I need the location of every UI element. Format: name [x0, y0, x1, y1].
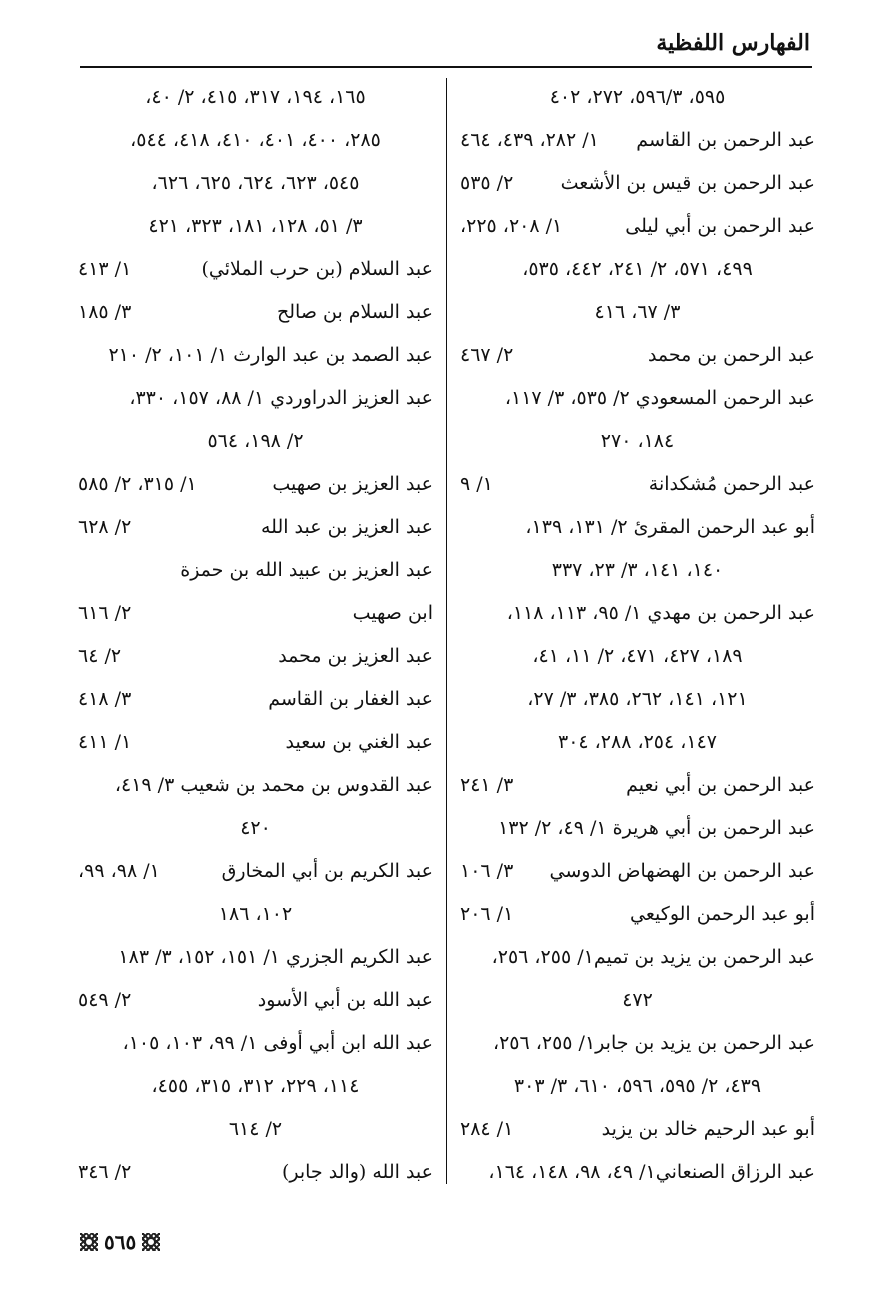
index-entry [78, 506, 433, 549]
entry-continuation: ٥٤٥، ٦٢٣، ٦٢٤، ٦٢٥، ٦٢٦، [151, 172, 360, 194]
entry-references: ١/ ٢٨٢، ٤٣٩، ٤٦٤ [460, 129, 599, 151]
index-entry [78, 850, 433, 893]
entry-continuation: ٣/ ٥١، ١٢٨، ١٨١، ٣٢٣، ٤٢١ [148, 215, 363, 237]
index-entry [78, 291, 433, 334]
running-header-title: الفهارس اللفظية [656, 30, 810, 56]
header-rule [80, 66, 812, 68]
index-entry: أبو عبد الرحمن المقرئ ٢/ ١٣١، ١٣٩، [525, 516, 815, 538]
ornament-icon [142, 1233, 160, 1251]
entry-references: ١/ ٣١٥، ٢/ ٥٨٥ [78, 473, 197, 495]
entry-continuation: ٤٢٠ [240, 817, 271, 839]
index-entry: عبد الله ابن أبي أوفى ١/ ٩٩، ١٠٣، ١٠٥، [122, 1032, 433, 1054]
entry-references: ٢/ ٣٤٦ [78, 1161, 132, 1183]
entry-references: ٢/ ٥٤٩ [78, 989, 132, 1011]
entry-name: أبو عبد الرحيم خالد بن يزيد [601, 1118, 815, 1140]
index-entry: عبد الصمد بن عبد الوارث ١/ ١٠١، ٢/ ٢١٠ [108, 344, 433, 366]
index-entry [460, 334, 815, 377]
entry-name: عبد الغفار بن القاسم [268, 688, 433, 710]
page-number: ٥٦٥ [104, 1230, 137, 1254]
entry-name: عبد العزيز بن عبد الله [260, 516, 433, 538]
entry-references: ٣/ ٢٤١ [460, 774, 514, 796]
entry-name: عبد الله بن أبي الأسود [257, 989, 433, 1011]
index-entry: عبد الرحمن بن أبي هريرة ١/ ٤٩، ٢/ ١٣٢ [498, 817, 815, 839]
index-column-right [460, 76, 815, 1194]
index-entry: عبد القدوس بن محمد بن شعيب ٣/ ٤١٩، [114, 774, 433, 796]
index-entry [460, 850, 815, 893]
entry-name: عبد الرحمن بن أبي ليلى [625, 215, 815, 237]
entry-name: عبد الرحمن مُشكدانة [648, 473, 815, 495]
entry-name: عبد السلام (بن حرب الملائي) [201, 258, 433, 280]
index-entry [460, 1108, 815, 1151]
index-entry [78, 1151, 433, 1194]
entry-continuation: ٥٩٥، ٥٩٦/٣، ٢٧٢، ٤٠٢ [549, 86, 726, 108]
entry-name: عبد الغني بن سعيد [285, 731, 433, 753]
entry-name: عبد الرحمن بن القاسم [636, 129, 815, 151]
index-entry: عبد الكريم الجزري ١/ ١٥١، ١٥٢، ٣/ ١٨٣ [118, 946, 433, 968]
index-entry [78, 721, 433, 764]
entry-references: ١/ ٢٠٨، ٢٢٥، [460, 215, 563, 237]
entry-continuation: ١١٤، ٢٢٩، ٣١٢، ٣١٥، ٤٥٥، [151, 1075, 360, 1097]
index-entry [460, 119, 815, 162]
entry-references: ٢/ ٦٤ [78, 645, 122, 667]
index-entry [78, 463, 433, 506]
entry-references: ١/ ٢٨٤ [460, 1118, 514, 1140]
entry-name: عبد الرحمن بن قيس بن الأشعث [560, 172, 815, 194]
entry-name: عبد الرحمن بن أبي نعيم [626, 774, 815, 796]
index-entry [460, 764, 815, 807]
index-entry: عبد الرحمن بن يزيد بن جابر١/ ٢٥٥، ٢٥٦، [492, 1032, 815, 1054]
index-entry [78, 248, 433, 291]
entry-continuation: ٤٣٩، ٢/ ٥٩٥، ٥٩٦، ٦١٠، ٣/ ٣٠٣ [513, 1075, 762, 1097]
entry-references: ١/ ٩ [460, 473, 493, 495]
entry-continuation: ٢٨٥، ٤٠٠، ٤٠١، ٤١٠، ٤١٨، ٥٤٤، [130, 129, 381, 151]
page-folio [80, 1228, 160, 1256]
entry-continuation: ٣/ ٦٧، ٤١٦ [594, 301, 681, 323]
index-entry [460, 893, 815, 936]
index-entry [460, 162, 815, 205]
ornament-icon [80, 1233, 98, 1251]
entry-continuation: ٢/ ١٩٨، ٥٦٤ [207, 430, 304, 452]
entry-continuation: ١٢١، ١٤١، ٢٦٢، ٣٨٥، ٣/ ٢٧، [527, 688, 748, 710]
entry-continuation: ١٦٥، ١٩٤، ٣١٧، ٤١٥، ٢/ ٤٠، [145, 86, 366, 108]
entry-name: عبد العزيز بن صهيب [272, 473, 433, 495]
entry-references: ٣/ ٤١٨ [78, 688, 132, 710]
entry-references: ١/ ٩٨، ٩٩، [78, 860, 160, 882]
entry-name: عبد الرحمن بن محمد [647, 344, 815, 366]
entry-continuation: ١٤٠، ١٤١، ٣/ ٢٣، ٣٣٧ [551, 559, 724, 581]
entry-references: ٣/ ١٠٦ [460, 860, 514, 882]
entry-name: ابن صهيب [352, 602, 433, 624]
entry-references: ٢/ ٥٣٥ [460, 172, 514, 194]
entry-references: ٢/ ٦٢٨ [78, 516, 132, 538]
index-entry [460, 463, 815, 506]
column-divider [446, 78, 447, 1184]
entry-references: ٢/ ٤٦٧ [460, 344, 514, 366]
entry-name: عبد السلام بن صالح [276, 301, 433, 323]
entry-references: ٣/ ١٨٥ [78, 301, 132, 323]
entry-name: عبد الرحمن بن الهضهاض الدوسي [549, 860, 815, 882]
entry-name: عبد الكريم بن أبي المخارق [221, 860, 433, 882]
entry-name: أبو عبد الرحمن الوكيعي [630, 903, 815, 925]
index-entry [78, 979, 433, 1022]
index-entry [460, 205, 815, 248]
entry-references: ١/ ٢٠٦ [460, 903, 514, 925]
index-entry: عبد العزيز بن عبيد الله بن حمزة [180, 559, 433, 581]
entry-continuation: ١٤٧، ٢٥٤، ٢٨٨، ٣٠٤ [557, 731, 717, 753]
index-entry [78, 592, 433, 635]
entry-continuation: ٢/ ٦١٤ [228, 1118, 283, 1140]
entry-continuation: ٤٧٢ [622, 989, 653, 1011]
index-entry [78, 678, 433, 721]
index-entry: عبد الرحمن المسعودي ٢/ ٥٣٥، ٣/ ١١٧، [504, 387, 815, 409]
entry-name: عبد العزيز بن محمد [278, 645, 433, 667]
entry-name: عبد الله (والد جابر) [281, 1161, 433, 1183]
index-entry: عبد الرزاق الصنعاني١/ ٤٩، ٩٨، ١٤٨، ١٦٤، [488, 1161, 815, 1183]
index-entry [78, 635, 433, 678]
entry-continuation: ١٨٩، ٤٢٧، ٤٧١، ٢/ ١١، ٤١، [532, 645, 743, 667]
entry-references: ٢/ ٦١٦ [78, 602, 132, 624]
entry-continuation: ١٠٢، ١٨٦ [218, 903, 293, 925]
index-entry: عبد الرحمن بن يزيد بن تميم١/ ٢٥٥، ٢٥٦، [491, 946, 815, 968]
index-entry: عبد العزيز الدراوردي ١/ ٨٨، ١٥٧، ٣٣٠، [129, 387, 433, 409]
index-entry: عبد الرحمن بن مهدي ١/ ٩٥، ١١٣، ١١٨، [506, 602, 815, 624]
entry-continuation: ٤٩٩، ٥٧١، ٢/ ٢٤١، ٤٤٢، ٥٣٥، [522, 258, 753, 280]
index-column-left [78, 76, 433, 1194]
entry-references: ١/ ٤١١ [78, 731, 132, 753]
entry-references: ١/ ٤١٣ [78, 258, 132, 280]
entry-continuation: ١٨٤، ٢٧٠ [600, 430, 675, 452]
